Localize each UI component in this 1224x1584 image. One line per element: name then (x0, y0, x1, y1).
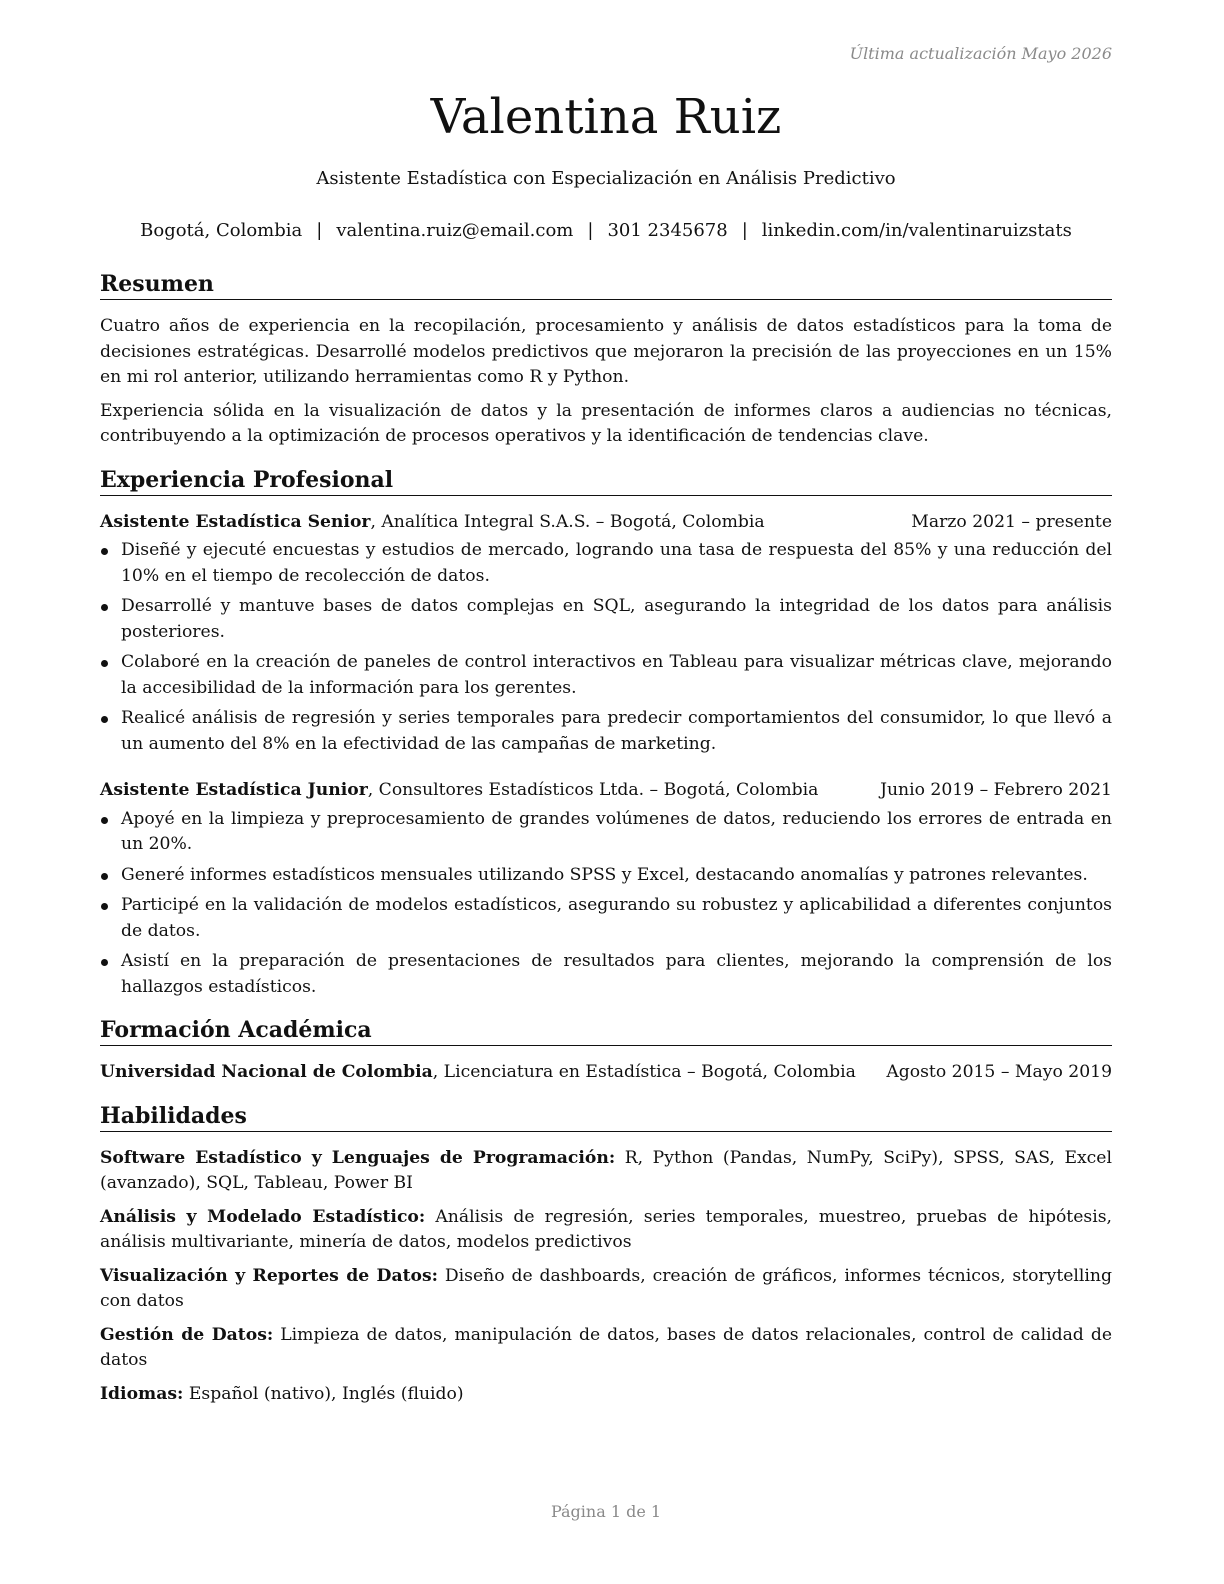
bullet-icon (101, 903, 108, 910)
job-bullets (100, 807, 1112, 1001)
bullet-text: Participé en la validación de modelos estadísticos, asegurando su robustez y aplicabilidad a diferentes conjuntos de datos. (121, 895, 1112, 941)
skill-label: Gestión de Datos: (100, 1324, 274, 1345)
bullet-icon (101, 548, 108, 555)
bullet-text: Colaboré en la creación de paneles de control interactivos en Tableau para visualizar métricas clave, mejorando la accesibilidad de la información para los gerentes. (121, 652, 1112, 698)
bullet-icon (101, 873, 108, 880)
job-title-line (100, 510, 765, 536)
list-item (100, 538, 1112, 589)
education-line (100, 1060, 856, 1086)
contact-separator: | (316, 220, 323, 241)
summary-paragraph: Cuatro años de experiencia en la recopilación, procesamiento y análisis de datos estadísticos para la toma de decisiones estratégicas. Desarrollé modelos predictivos que mejoraron la precisión de las proyecciones en un 15% en mi rol anterior, utilizando herramientas como R y Python. (100, 316, 1112, 387)
list-item (100, 807, 1112, 858)
skill-item (100, 1382, 1112, 1408)
contact-linkedin[interactable]: linkedin.com/in/valentinaruizstats (761, 220, 1072, 241)
contact-separator: | (587, 220, 594, 241)
section-title-summary: Resumen (100, 270, 1112, 300)
skill-label: Análisis y Modelado Estadístico: (100, 1206, 426, 1227)
job-header (100, 510, 1112, 536)
bullet-icon (101, 660, 108, 667)
job-company: , Consultores Estadísticos Ltda. – Bogotá, Colombia (367, 780, 819, 800)
list-item (100, 893, 1112, 944)
bullet-text: Diseñé y ejecuté encuestas y estudios de mercado, logrando una tasa de respuesta del 85% y una reducción del 10% en el tiempo de recolección de datos. (121, 540, 1112, 586)
contact-location: Bogotá, Colombia (140, 220, 303, 241)
contact-email[interactable]: valentina.ruiz@email.com (336, 220, 574, 241)
bullet-text: Desarrollé y mantuve bases de datos complejas en SQL, asegurando la integridad de los datos para análisis posteriores. (121, 596, 1112, 642)
skill-value: Limpieza de datos, manipulación de datos, bases de datos relacionales, control de calidad de datos (100, 1324, 1113, 1370)
section-title-experience: Experiencia Profesional (100, 466, 1112, 496)
section-title-education: Formación Académica (100, 1016, 1112, 1046)
section-title-skills: Habilidades (100, 1102, 1112, 1132)
candidate-subtitle: Asistente Estadística con Especialización en Análisis Predictivo (316, 168, 896, 189)
resume-content (100, 270, 1112, 1407)
contact-separator: | (741, 220, 748, 241)
job-dates: Marzo 2021 – presente (911, 511, 1112, 532)
contact-line (100, 220, 1112, 241)
job-title-line (100, 778, 818, 804)
list-item (100, 949, 1112, 1000)
bullet-text: Asistí en la preparación de presentaciones de resultados para clientes, mejorando la comprensión de los hallazgos estadísticos. (121, 951, 1112, 997)
skill-label: Visualización y Reportes de Datos: (100, 1265, 439, 1286)
education-dates: Agosto 2015 – Mayo 2019 (886, 1062, 1112, 1082)
skill-label: Software Estadístico y Lenguajes de Programación: (100, 1147, 616, 1168)
job-header (100, 778, 1112, 804)
skill-value: Diseño de dashboards, creación de gráficos, informes técnicos, storytelling con datos (100, 1265, 1112, 1311)
list-item (100, 863, 1112, 889)
bullet-icon (101, 817, 108, 824)
education-institution: Universidad Nacional de Colombia (100, 1062, 433, 1082)
bullet-text: Realicé análisis de regresión y series temporales para predecir comportamientos del consumidor, lo que llevó a un aumento del 8% en la efectividad de las campañas de marketing. (121, 708, 1112, 754)
resume-page (100, 0, 1112, 1584)
job-bullets (100, 538, 1112, 757)
job-role: Asistente Estadística Senior (100, 511, 371, 532)
bullet-text: Generé informes estadísticos mensuales utilizando SPSS y Excel, destacando anomalías y patrones relevantes. (121, 864, 1088, 885)
skill-item (100, 1146, 1112, 1197)
skill-value: Español (nativo), Inglés (fluido) (183, 1383, 464, 1404)
candidate-name: Valentina Ruiz (430, 89, 782, 145)
page-number: Página 1 de 1 (550, 1502, 662, 1521)
bullet-icon (101, 716, 108, 723)
skill-item (100, 1205, 1112, 1256)
education-item (100, 1060, 1112, 1086)
skill-label: Idiomas: (100, 1383, 184, 1404)
last-updated: Última actualización Mayo 2026 (849, 44, 1112, 63)
skill-item (100, 1264, 1112, 1315)
skill-value: Análisis de regresión, series temporales, muestreo, pruebas de hipótesis, análisis multivariante, minería de datos, modelos predictivos (100, 1206, 1112, 1252)
summary-paragraph: Experiencia sólida en la visualización de datos y la presentación de informes claros a audiencias no técnicas, contribuyendo a la optimización de procesos operativos y la identificación de tendencias clave. (100, 400, 1112, 446)
skill-item (100, 1323, 1112, 1374)
job-dates: Junio 2019 – Febrero 2021 (880, 780, 1112, 800)
list-item (100, 650, 1112, 701)
job-company: , Analítica Integral S.A.S. – Bogotá, Colombia (370, 511, 765, 532)
skill-value: R, Python (Pandas, NumPy, SciPy), SPSS, SAS, Excel (avanzado), SQL, Tableau, Power BI (100, 1147, 1112, 1193)
bullet-text: Apoyé en la limpieza y preprocesamiento de grandes volúmenes de datos, reduciendo los errores de entrada en un 20%. (121, 808, 1112, 854)
bullet-icon (101, 959, 108, 966)
list-item (100, 594, 1112, 645)
job-role: Asistente Estadística Junior (100, 780, 368, 800)
bullet-icon (101, 604, 108, 611)
list-item (100, 706, 1112, 757)
education-degree: , Licenciatura en Estadística – Bogotá, Colombia (432, 1062, 856, 1082)
contact-phone: 301 2345678 (607, 220, 728, 241)
